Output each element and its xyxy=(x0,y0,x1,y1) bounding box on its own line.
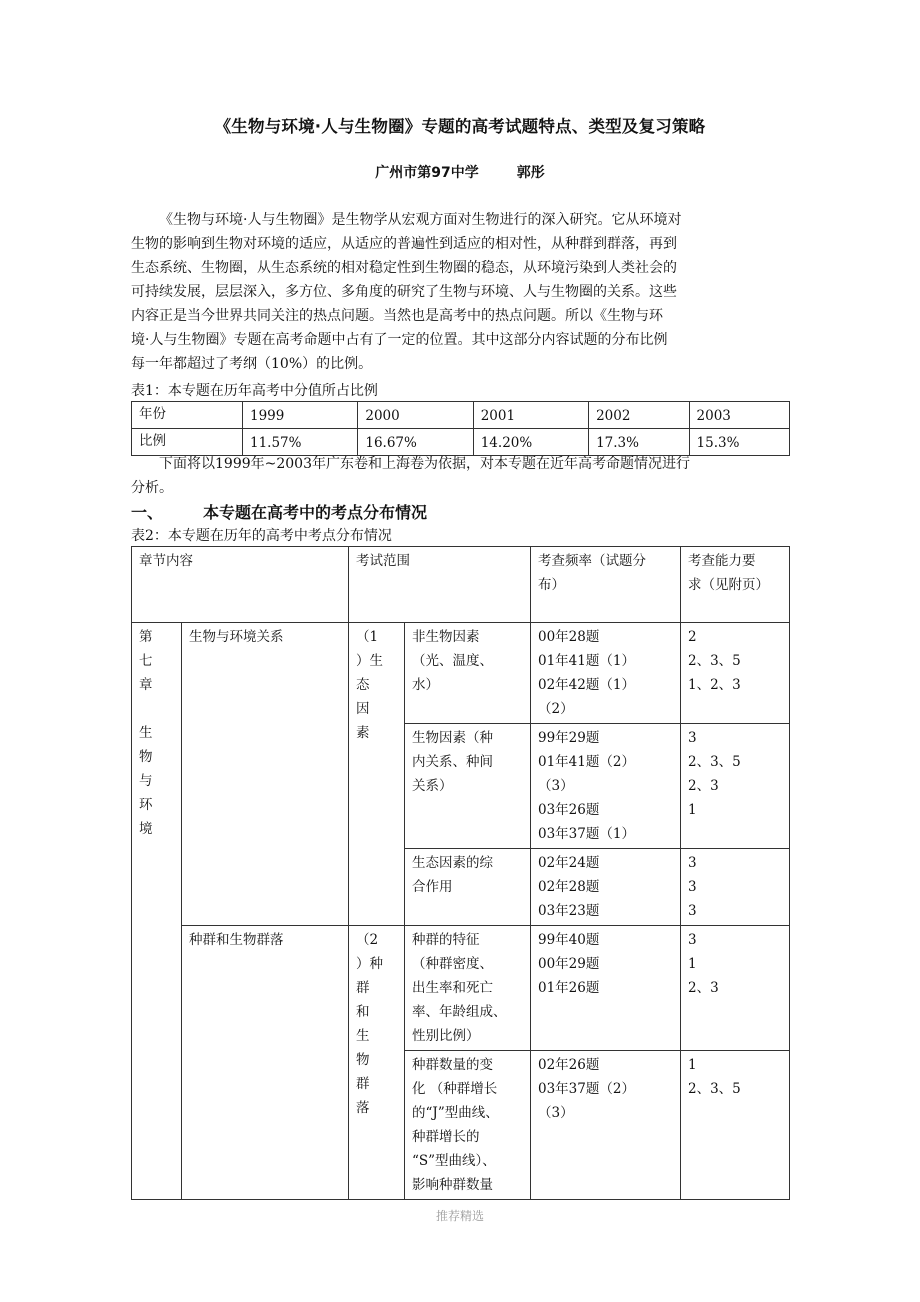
ratio-cell: 11.57% xyxy=(243,429,358,456)
topic-line: 合作用 xyxy=(412,879,453,895)
topic-line: （种群密度、 xyxy=(412,956,493,972)
header-ability xyxy=(681,547,790,623)
year-cell: 2000 xyxy=(358,402,473,429)
page-footer: 推荐精选 xyxy=(435,1209,484,1223)
ability-cell xyxy=(681,1051,790,1200)
scope-char: （1 xyxy=(356,629,379,645)
ability-cell xyxy=(681,849,790,926)
year-cell: 2003 xyxy=(689,402,789,429)
analysis-line: 分析。 xyxy=(131,480,173,496)
frequency-line: 03年37题（1） xyxy=(538,826,635,842)
ability-cell xyxy=(681,724,790,849)
frequency-cell xyxy=(531,926,681,1051)
header-ability-line: 考查能力要 xyxy=(688,553,756,569)
section-heading xyxy=(131,500,427,523)
topic-line: 性别比例） xyxy=(412,1028,480,1044)
topic-line: （光、温度、 xyxy=(412,653,493,669)
ratio-cell: 16.67% xyxy=(358,429,473,456)
header-ability-line: 求（见附页） xyxy=(688,577,769,593)
ability-line: 3 xyxy=(688,932,697,948)
author-line xyxy=(0,162,920,182)
scope-char: ）生 xyxy=(356,653,383,669)
frequency-line: 03年23题 xyxy=(538,903,600,919)
topic-line: 生物因素（种 xyxy=(412,730,493,746)
frequency-cell xyxy=(531,1051,681,1200)
table1-score-ratio xyxy=(131,401,790,456)
topic-line: 率、年龄组成、 xyxy=(412,1004,507,1020)
ability-line: 1、2、3 xyxy=(688,677,741,693)
chapter-char: 第 xyxy=(139,629,153,645)
ability-line: 3 xyxy=(688,730,697,746)
ability-line: 2、3、5 xyxy=(688,653,741,669)
author-name: 郭彤 xyxy=(516,165,545,181)
frequency-line: 99年40题 xyxy=(538,932,600,948)
frequency-line: 01年41题（1） xyxy=(538,653,635,669)
ratio-cell: 17.3% xyxy=(589,429,689,456)
document-title: 《生物与环境·人与生物圈》专题的高考试题特点、类型及复习策略 xyxy=(214,117,706,136)
topic-line: 内关系、种间 xyxy=(412,754,493,770)
table-row xyxy=(132,402,790,429)
frequency-cell xyxy=(531,724,681,849)
frequency-cell xyxy=(531,623,681,724)
header-frequency-line: 考查频率（试题分 xyxy=(538,553,646,569)
topic-line: 种群增长的 xyxy=(412,1129,480,1145)
intro-line: 《生物与环境·人与生物圈》是生物学从宏观方面对生物进行的深入研究。它从环境对 xyxy=(159,212,682,228)
header-frequency xyxy=(531,547,681,623)
table-header-row xyxy=(132,547,790,623)
section-title: 本专题在高考中的考点分布情况 xyxy=(203,503,428,522)
author-school: 广州市第97中学 xyxy=(375,165,479,181)
scope-char: 生 xyxy=(356,1028,370,1044)
frequency-line: （3） xyxy=(538,778,574,794)
topic-line: 关系） xyxy=(412,778,453,794)
scope-char: 因 xyxy=(356,701,370,717)
intro-line: 生态系统、生物圈，从生态系统的相对稳定性到生物圈的稳态，从环境污染到人类社会的 xyxy=(131,260,677,276)
frequency-line: 02年26题 xyxy=(538,1057,600,1073)
scope-char: 素 xyxy=(356,725,370,741)
ability-line: 2、3 xyxy=(688,980,719,996)
intro-line: 每一年都超过了考纲（10%）的比例。 xyxy=(131,356,373,372)
topic-line: 种群数量的变 xyxy=(412,1057,493,1073)
ability-line: 2、3 xyxy=(688,778,719,794)
frequency-line: 03年26题 xyxy=(538,802,600,818)
ability-line: 1 xyxy=(688,1057,697,1073)
chapter-char: 七 xyxy=(139,653,153,669)
row-label-year: 年份 xyxy=(132,402,243,429)
topic-cell xyxy=(405,849,531,926)
table1-caption: 表1：本专题在历年高考中分值所占比例 xyxy=(131,383,378,399)
section-name: 生物与环境关系 xyxy=(182,623,349,926)
frequency-cell xyxy=(531,849,681,926)
intro-line: 生物的影响到生物对环境的适应，从适应的普遍性到适应的相对性，从种群到群落，再到 xyxy=(131,236,677,252)
topic-cell xyxy=(405,724,531,849)
chapter-char: 与 xyxy=(139,773,153,789)
table2-caption: 表2：本专题在历年的高考中考点分布情况 xyxy=(131,528,392,544)
year-cell: 2002 xyxy=(589,402,689,429)
topic-line: 非生物因素 xyxy=(412,629,480,645)
scope-char: 群 xyxy=(356,1076,370,1092)
ability-line: 2、3、5 xyxy=(688,1081,741,1097)
analysis-paragraph xyxy=(131,452,791,500)
frequency-line: （3） xyxy=(538,1105,574,1121)
ratio-cell: 15.3% xyxy=(689,429,789,456)
frequency-line: 99年29题 xyxy=(538,730,600,746)
topic-line: 化 （种群增长 xyxy=(412,1081,498,1097)
table-row xyxy=(132,926,790,1051)
scope-label xyxy=(349,926,405,1200)
scope-char: ）种 xyxy=(356,956,383,972)
frequency-line: 01年26题 xyxy=(538,980,600,996)
topic-cell xyxy=(405,623,531,724)
frequency-line: （2） xyxy=(538,701,574,717)
table2-exam-points xyxy=(131,546,790,1200)
year-cell: 1999 xyxy=(243,402,358,429)
frequency-line: 01年41题（2） xyxy=(538,754,635,770)
chapter-char: 境 xyxy=(139,821,153,837)
topic-line: 水） xyxy=(412,677,439,693)
topic-line: 种群的特征 xyxy=(412,932,480,948)
chapter-char: 章 xyxy=(139,677,153,693)
row-label-ratio: 比例 xyxy=(132,429,243,456)
scope-char: 群 xyxy=(356,980,370,996)
topic-cell xyxy=(405,1051,531,1200)
frequency-line: 02年28题 xyxy=(538,879,600,895)
topic-line: 的“J”型曲线、 xyxy=(412,1105,499,1121)
ability-line: 3 xyxy=(688,879,697,895)
intro-line: 境·人与生物圈》专题在高考命题中占有了一定的位置。其中这部分内容试题的分布比例 xyxy=(131,332,668,348)
ability-cell xyxy=(681,926,790,1051)
ratio-cell: 14.20% xyxy=(473,429,588,456)
header-scope: 考试范围 xyxy=(349,547,531,623)
ability-line: 1 xyxy=(688,802,697,818)
scope-char: 落 xyxy=(356,1100,370,1116)
ability-cell xyxy=(681,623,790,724)
chapter-label xyxy=(132,623,182,1200)
ability-line: 2、3、5 xyxy=(688,754,741,770)
frequency-line: 02年42题（1） xyxy=(538,677,635,693)
analysis-line: 下面将以1999年~2003年广东卷和上海卷为依据，对本专题在近年高考命题情况进行 xyxy=(159,456,690,472)
scope-label xyxy=(349,623,405,926)
topic-line: 生态因素的综 xyxy=(412,855,493,871)
topic-line: 出生率和死亡 xyxy=(412,980,493,996)
topic-cell xyxy=(405,926,531,1051)
frequency-line: 03年37题（2） xyxy=(538,1081,635,1097)
topic-line: 影响种群数量 xyxy=(412,1177,493,1193)
scope-char: 和 xyxy=(356,1004,370,1020)
section-name: 种群和生物群落 xyxy=(182,926,349,1200)
frequency-line: 00年29题 xyxy=(538,956,600,972)
ability-line: 1 xyxy=(688,956,697,972)
scope-char: 物 xyxy=(356,1052,370,1068)
chapter-char: 环 xyxy=(139,797,153,813)
intro-line: 内容正是当今世界共同关注的热点问题。当然也是高考中的热点问题。所以《生物与环 xyxy=(131,308,663,324)
intro-paragraph xyxy=(131,208,791,376)
ability-line: 2 xyxy=(688,629,697,645)
intro-line: 可持续发展，层层深入，多方位、多角度的研究了生物与环境、人与生物圈的关系。这些 xyxy=(131,284,677,300)
header-chapter: 章节内容 xyxy=(132,547,349,623)
frequency-line: 00年28题 xyxy=(538,629,600,645)
table-row xyxy=(132,623,790,724)
scope-char: 态 xyxy=(356,677,370,693)
scope-char: （2 xyxy=(356,932,379,948)
ability-line: 3 xyxy=(688,855,697,871)
section-number: 一、 xyxy=(131,503,164,522)
frequency-line: 02年24题 xyxy=(538,855,600,871)
year-cell: 2001 xyxy=(473,402,588,429)
ability-line: 3 xyxy=(688,903,697,919)
chapter-char: 物 xyxy=(139,749,153,765)
header-frequency-line: 布） xyxy=(538,577,565,593)
chapter-char: 生 xyxy=(139,725,153,741)
topic-line: “S”型曲线）、 xyxy=(412,1153,496,1169)
chapter-spacer xyxy=(139,697,174,721)
